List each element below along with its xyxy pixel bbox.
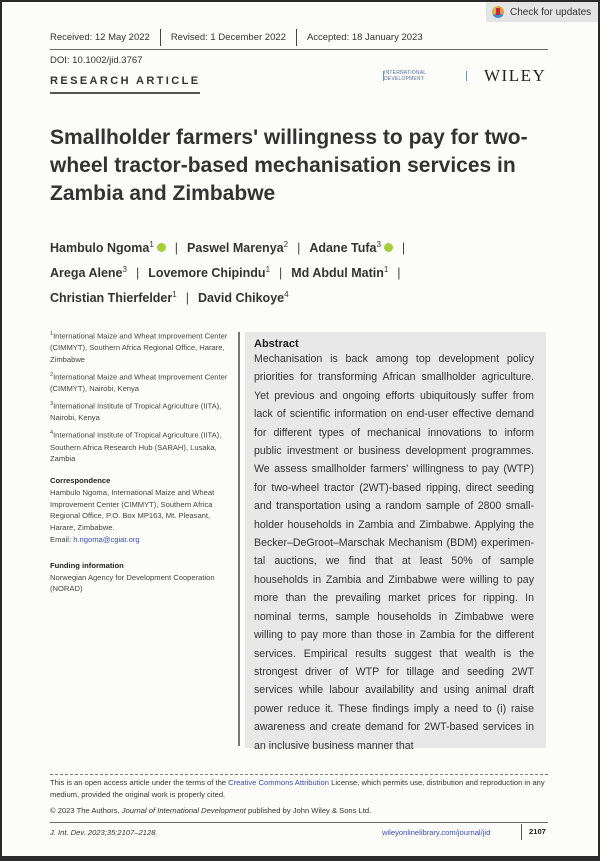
author-name: Adane Tufa bbox=[309, 241, 377, 256]
affiliation-mark: 1 bbox=[383, 265, 389, 275]
funding-heading: Funding information bbox=[50, 560, 124, 570]
copyright-journal: Journal of International Development bbox=[121, 806, 246, 815]
affiliation-mark: 1 bbox=[149, 240, 154, 249]
page-number: 2107 bbox=[521, 824, 546, 840]
author[interactable] bbox=[148, 266, 270, 280]
abstract-heading: Abstract bbox=[254, 338, 299, 350]
affiliation-number: 2 bbox=[50, 371, 54, 378]
article-info-column bbox=[50, 329, 235, 595]
author-name: Hambulo Ngoma bbox=[50, 241, 150, 256]
affiliations bbox=[50, 329, 235, 465]
column-divider bbox=[238, 332, 240, 746]
author-separator: | bbox=[174, 241, 179, 256]
author[interactable] bbox=[50, 241, 166, 255]
author[interactable] bbox=[187, 241, 288, 255]
author[interactable] bbox=[198, 291, 289, 305]
email-label: Email: bbox=[50, 535, 74, 545]
author-separator: | bbox=[297, 241, 301, 256]
journal-logo: INTERNATIONAL DEVELOPMENT bbox=[383, 71, 467, 81]
affiliation-text: International Maize and Wheat Improvement Center (CIMMYT), Southern Africa Regional Office, Harare, Zimbabwe bbox=[50, 331, 228, 365]
correspondence bbox=[50, 475, 235, 546]
license-link[interactable]: Creative Commons Attribution bbox=[228, 778, 329, 787]
author-separator: | bbox=[397, 266, 401, 281]
author[interactable] bbox=[291, 266, 388, 280]
article-page bbox=[2, 2, 598, 856]
article-title: Smallholder farmers' willingness to pay for two-wheel tractor-based mechanisation services in Zambia and Zimbabwe bbox=[50, 126, 528, 205]
email-link[interactable]: h.ngoma@cgiar.org bbox=[73, 535, 140, 545]
divider bbox=[50, 49, 548, 50]
citation-journal: J. Int. Dev. bbox=[50, 828, 86, 837]
footer-divider bbox=[50, 822, 548, 823]
citation-volume: 2023;35:2107–2128. bbox=[85, 828, 158, 837]
author-list bbox=[50, 234, 480, 309]
author-separator: | bbox=[401, 241, 406, 256]
journal-url[interactable]: wileyonlinelibrary.com/journal/jid bbox=[382, 828, 491, 837]
crossmark-icon bbox=[492, 6, 504, 18]
doi[interactable]: DOI: 10.1002/jid.3767 bbox=[50, 55, 143, 66]
author-name: Arega Alene bbox=[50, 266, 123, 281]
affiliation-text: International Institute of Tropical Agriculture (IITA), Nairobi, Kenya bbox=[50, 401, 222, 423]
history-dates bbox=[50, 27, 480, 47]
funding bbox=[50, 560, 235, 595]
affiliation-number: 3 bbox=[50, 401, 54, 408]
author-name: Christian Thierfelder bbox=[50, 291, 173, 306]
copyright bbox=[50, 806, 371, 815]
copyright-text: © 2023 The Authors. bbox=[50, 806, 122, 815]
correspondence-heading: Correspondence bbox=[50, 476, 111, 486]
citation bbox=[50, 828, 158, 837]
correspondence-text: Hambulo Ngoma, International Maize and Wheat Improvement Center (CIMMYT), Southern Africa Regional Office, P.O. Box MP163, Mt. Pleasant, Harare, Zimbabwe. bbox=[50, 487, 215, 533]
affiliation bbox=[50, 399, 235, 424]
affiliation-number: 1 bbox=[50, 331, 54, 337]
author-separator: | bbox=[279, 266, 283, 281]
author-name: Paswel Marenya bbox=[187, 241, 284, 256]
author[interactable] bbox=[309, 241, 393, 255]
author-name: Md Abdul Matin bbox=[291, 266, 384, 281]
check-updates-label: Check for updates bbox=[510, 6, 592, 18]
license-note bbox=[50, 777, 550, 801]
accepted-date: Accepted: 18 January 2023 bbox=[296, 29, 433, 46]
author-separator: | bbox=[185, 291, 189, 306]
revised-date: Revised: 1 December 2022 bbox=[160, 29, 296, 46]
orcid-icon[interactable] bbox=[157, 243, 166, 252]
orcid-icon[interactable] bbox=[384, 243, 393, 252]
affiliation-number: 4 bbox=[50, 430, 54, 437]
publisher-logo: WILEY bbox=[484, 66, 547, 85]
license-text-end: License, which permits use, distribution and reproduction in any medium, provided the original work is properly cited. bbox=[50, 778, 545, 799]
footnote-divider bbox=[50, 774, 548, 775]
affiliation-mark: 3 bbox=[122, 265, 127, 275]
affiliation bbox=[50, 370, 235, 395]
article-type: RESEARCH ARTICLE bbox=[50, 75, 200, 94]
affiliation-mark: 4 bbox=[284, 290, 289, 300]
author[interactable] bbox=[50, 291, 177, 305]
affiliation-mark: 1 bbox=[265, 265, 271, 275]
author-name: David Chikoye bbox=[197, 291, 285, 306]
author[interactable] bbox=[50, 266, 127, 280]
received-date: Received: 12 May 2022 bbox=[50, 31, 150, 43]
license-text: This is an open access article under the terms of the bbox=[50, 778, 229, 787]
check-for-updates-button[interactable] bbox=[486, 2, 598, 22]
author-name: Lovemore Chipindu bbox=[148, 266, 266, 281]
affiliation-text: International Maize and Wheat Improvement Center (CIMMYT), Nairobi, Kenya bbox=[50, 372, 228, 394]
author-separator: | bbox=[135, 266, 140, 281]
affiliation-mark: 2 bbox=[283, 240, 289, 249]
abstract-box bbox=[245, 332, 546, 752]
affiliation bbox=[50, 428, 235, 465]
funding-text: Norwegian Agency for Development Cooperation (NORAD) bbox=[50, 572, 215, 594]
copyright-publisher: published by John Wiley & Sons Ltd. bbox=[245, 806, 372, 815]
abstract-text: Mechanisation is back among top development policy priorities for transforming African smallholder agriculture. Yet previous and ongoing efforts ubiquitously suffer from lack of scientific information on end-user effective demand for different types of mechanical innovations to inform public investment or business development programmes. We assess smallholder farmers' willingness to pay (WTP) for two-wheel tractor (2WT)-based ripping, direct seeding and transportation using a random sample of 2800 smallholder households in Zambia and Zimbabwe. Applying the Becker–DeGroot–Marschak Mechanism (BDM) experimental auctions, we find that at least 50% of sample households in Zambia and Zimbabwe were willing to pay more than the prevailing market prices for ripping. In nominal terms, sample households in Zimbabwe were willing to pay more than those in Zambia for the different services. Empirical results suggest that wealth is the strongest driver of WTP for tillage and seeding 2WT services while labour availability and using animal draft power reduce it. These findings imply a need to (i) raise awareness and create demand for 2WT-based services in an inclusive business manner that bbox=[254, 353, 534, 752]
affiliation-text: International Institute of Tropical Agriculture (IITA), Southern Africa Research Hub (SARAH), Lusaka, Zambia bbox=[50, 430, 222, 464]
affiliation-mark: 1 bbox=[172, 290, 177, 300]
affiliation bbox=[50, 329, 235, 366]
affiliation-mark: 3 bbox=[376, 240, 381, 249]
